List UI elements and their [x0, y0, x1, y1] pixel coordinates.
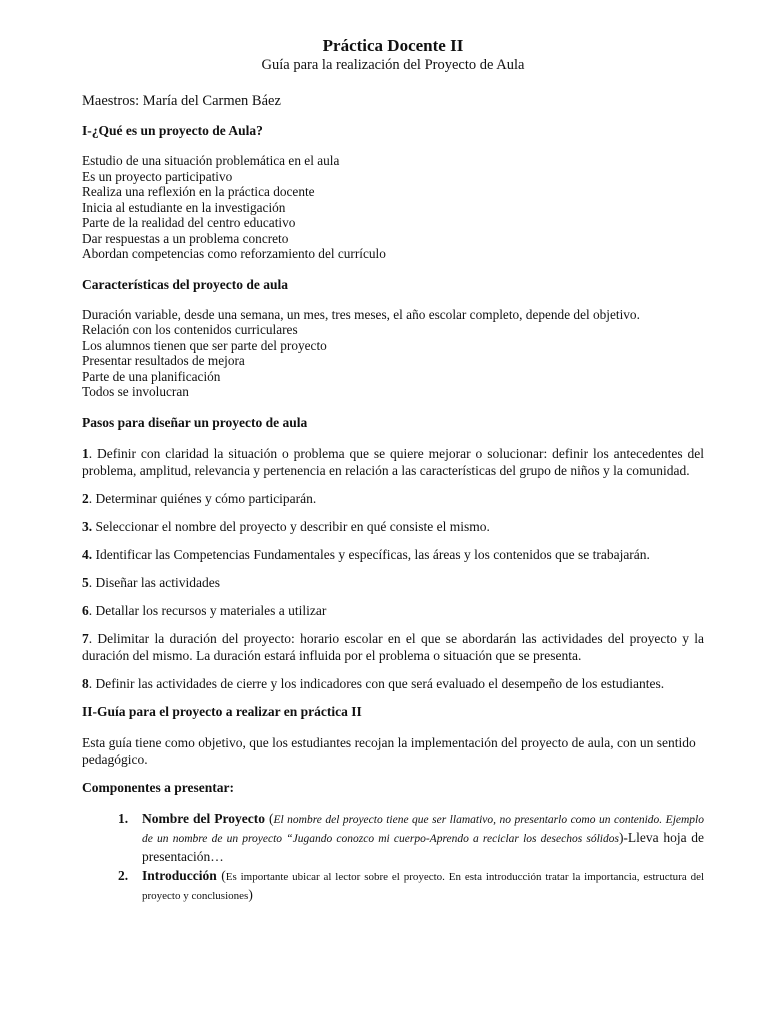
list-item: Los alumnos tienen que ser parte del proyecto — [82, 337, 327, 353]
list-item: Duración variable, desde una semana, un mes, tres meses, el año escolar completo, depende del objetivo. — [82, 306, 640, 322]
component-close: )-Lleva hoja de presentación… — [142, 829, 704, 864]
step-number: 8 — [82, 675, 89, 691]
teachers-line: Maestros: María del Carmen Báez — [82, 93, 281, 109]
characteristics-list — [82, 307, 704, 400]
component-item — [82, 867, 704, 905]
step-paragraph — [82, 630, 704, 664]
component-name: Introducción — [142, 867, 217, 883]
step-text: . Delimitar la duración del proyecto: horario escolar en el que se abordarán las actividades del proyecto y la duración del mismo. La duración estará influida por el problema o situación que se presenta. — [82, 630, 704, 663]
step-paragraph — [82, 602, 704, 619]
component-close: ) — [248, 886, 253, 902]
step-number: 1 — [82, 445, 89, 461]
step-text: . Definir con claridad la situación o problema que se quiere mejorar o solucionar: definir los antecedentes del problema, amplitud, relevancia y pertenencia en relación a las características del grupo de niños y la comunidad. — [82, 445, 704, 478]
step-paragraph — [82, 445, 704, 479]
list-item: Estudio de una situación problemática en el aula — [82, 153, 340, 168]
step-paragraph — [82, 546, 704, 563]
component-name: Nombre del Proyecto — [142, 810, 265, 826]
component-open: ( — [216, 867, 226, 883]
component-item — [82, 810, 704, 865]
list-item: Parte de una planificación — [82, 368, 221, 384]
component-body — [142, 810, 704, 865]
list-item: Es un proyecto participativo — [82, 168, 233, 184]
step-text: . Definir las actividades de cierre y los indicadores con que será evaluado el desempeño de los estudiantes. — [88, 675, 665, 691]
component-number: 2. — [118, 867, 129, 883]
list-item: Parte de la realidad del centro educativo — [82, 215, 296, 230]
component-open: ( — [264, 810, 274, 826]
component-number: 1. — [118, 810, 129, 826]
list-item: Relación con los contenidos curriculares — [82, 322, 298, 337]
list-item: Inicia al estudiante en la investigación — [82, 199, 286, 215]
list-item: Presentar resultados de mejora — [82, 353, 245, 368]
step-number: 6 — [82, 602, 89, 618]
step-text: . Diseñar las actividades — [88, 574, 220, 590]
component-body — [142, 867, 704, 905]
section1-heading: I-¿Qué es un proyecto de Aula? — [82, 123, 263, 138]
component-note: Es importante ubicar al lector sobre el proyecto. En esta introducción tratar la importancia, estructura del proyecto y conclusiones — [142, 870, 705, 902]
list-item: Dar respuestas a un problema concreto — [82, 230, 289, 246]
characteristics-heading: Características del proyecto de aula — [82, 276, 288, 292]
step-number: 5 — [82, 574, 89, 590]
section1-list — [82, 153, 704, 262]
section2-heading: II-Guía para el proyecto a realizar en práctica II — [82, 703, 362, 719]
components-heading: Componentes a presentar: — [82, 779, 234, 795]
step-paragraph — [82, 574, 704, 591]
components-list — [82, 810, 704, 905]
step-paragraph — [82, 518, 704, 535]
step-paragraph — [82, 490, 704, 507]
document-title: Práctica Docente II — [322, 36, 464, 55]
step-paragraph — [82, 675, 704, 692]
step-number: 2 — [82, 490, 89, 506]
step-number: 3. — [82, 518, 93, 534]
step-text: . Detallar los recursos y materiales a utilizar — [88, 602, 327, 618]
steps-heading: Pasos para diseñar un proyecto de aula — [82, 414, 308, 430]
section2-paragraph: Esta guía tiene como objetivo, que los estudiantes recojan la implementación del proyecto de aula, con un sentido pedagógico. — [82, 734, 696, 767]
step-text: . Determinar quiénes y cómo participarán. — [88, 490, 317, 506]
step-number: 7 — [82, 630, 89, 646]
list-item: Todos se involucran — [82, 384, 189, 399]
component-note: El nombre del proyecto tiene que ser llamativo, no presentarlo como un contenido. Ejemplo de un nombre de un proyecto “Jugando conozco mi cuerpo-Aprendo a reciclar los desechos sólidos — [142, 813, 704, 845]
step-text: Seleccionar el nombre del proyecto y describir en qué consiste el mismo. — [92, 518, 490, 534]
list-item: Realiza una reflexión en la práctica docente — [82, 184, 315, 199]
list-item: Abordan competencias como reforzamiento del currículo — [82, 246, 386, 261]
document-subtitle: Guía para la realización del Proyecto de Aula — [261, 57, 525, 73]
step-number: 4. — [82, 546, 93, 562]
step-text: Identificar las Competencias Fundamentales y específicas, las áreas y los contenidos que se trabajarán. — [92, 546, 650, 562]
